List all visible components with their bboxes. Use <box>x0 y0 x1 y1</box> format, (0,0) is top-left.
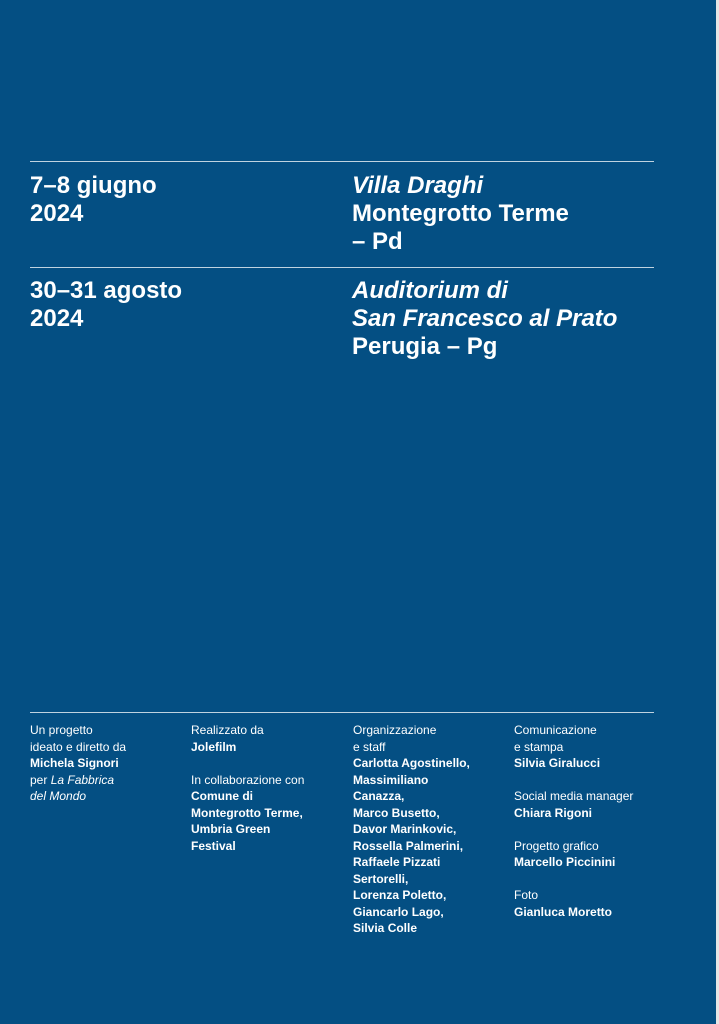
collaboration-name: Montegrotto Terme, <box>191 805 303 820</box>
photo-label: Foto <box>514 888 539 902</box>
collaboration-name: Umbria Green <box>191 822 271 836</box>
staff-name: Carlotta Agostinello, <box>353 756 470 770</box>
event-date-days: 7–8 giugno <box>30 172 157 199</box>
social-label: Social media manager <box>514 789 634 803</box>
venue-name-line1: Auditorium di <box>352 277 508 304</box>
staff-name: Raffaele Pizzati <box>353 855 441 869</box>
event-venue <box>352 277 682 361</box>
event-date-year: 2024 <box>30 305 84 332</box>
event-venue <box>352 172 682 256</box>
event-date-year: 2024 <box>30 200 84 227</box>
communication-label-1: Comunicazione <box>514 723 597 737</box>
director-name: Michela Signori <box>30 756 119 770</box>
press-name: Silvia Giralucci <box>514 756 601 770</box>
collaboration-name: Comune di <box>191 789 253 803</box>
staff-name: Rossella Palmerini, <box>353 838 464 853</box>
staff-name: Massimiliano <box>353 772 429 787</box>
venue-province: – Pd <box>352 228 403 255</box>
collaboration-name: Festival <box>191 838 236 853</box>
credits-organization <box>353 722 508 937</box>
staff-name: Lorenza Poletto, <box>353 888 447 902</box>
venue-name-line2: San Francesco al Prato <box>352 305 618 332</box>
graphic-label: Progetto grafico <box>514 838 599 853</box>
venue-name: Villa Draghi <box>352 172 484 199</box>
event-date-days: 30–31 agosto <box>30 277 183 304</box>
project-work-line1 <box>30 772 180 789</box>
project-label-2: ideato e diretto da <box>30 739 127 754</box>
credits-project <box>30 722 180 805</box>
venue-city: Montegrotto Terme <box>352 200 569 227</box>
social-name: Chiara Rigoni <box>514 805 593 820</box>
staff-name: Silvia Colle <box>353 921 418 935</box>
communication-label-2: e stampa <box>514 739 564 754</box>
staff-name: Giancarlo Lago, <box>353 904 444 919</box>
work-title-1: La Fabbrica <box>50 772 115 787</box>
graphic-name: Marcello Piccinini <box>514 855 616 869</box>
photo-name: Gianluca Moretto <box>514 904 613 919</box>
work-title-2: del Mondo <box>30 789 87 803</box>
collaboration-label: In collaborazione con <box>191 772 305 787</box>
credits-production <box>191 722 341 854</box>
staff-name: Marco Busetto, <box>353 805 440 820</box>
venue-city: Perugia – Pg <box>352 333 498 360</box>
staff-name: Sertorelli, <box>353 871 409 886</box>
per-word: per <box>30 772 48 787</box>
production-label: Realizzato da <box>191 723 264 737</box>
top-divider <box>30 161 654 162</box>
staff-name: Canazza, <box>353 789 405 803</box>
middle-divider <box>30 267 654 268</box>
event-date <box>30 172 157 228</box>
organization-label-1: Organizzazione <box>353 723 437 737</box>
project-label-1: Un progetto <box>30 723 93 737</box>
production-name: Jolefilm <box>191 739 237 754</box>
event-date <box>30 277 182 333</box>
credits-communication <box>514 722 704 920</box>
organization-label-2: e staff <box>353 739 386 754</box>
credits-divider <box>30 712 654 713</box>
staff-name: Davor Marinkovic, <box>353 822 457 836</box>
